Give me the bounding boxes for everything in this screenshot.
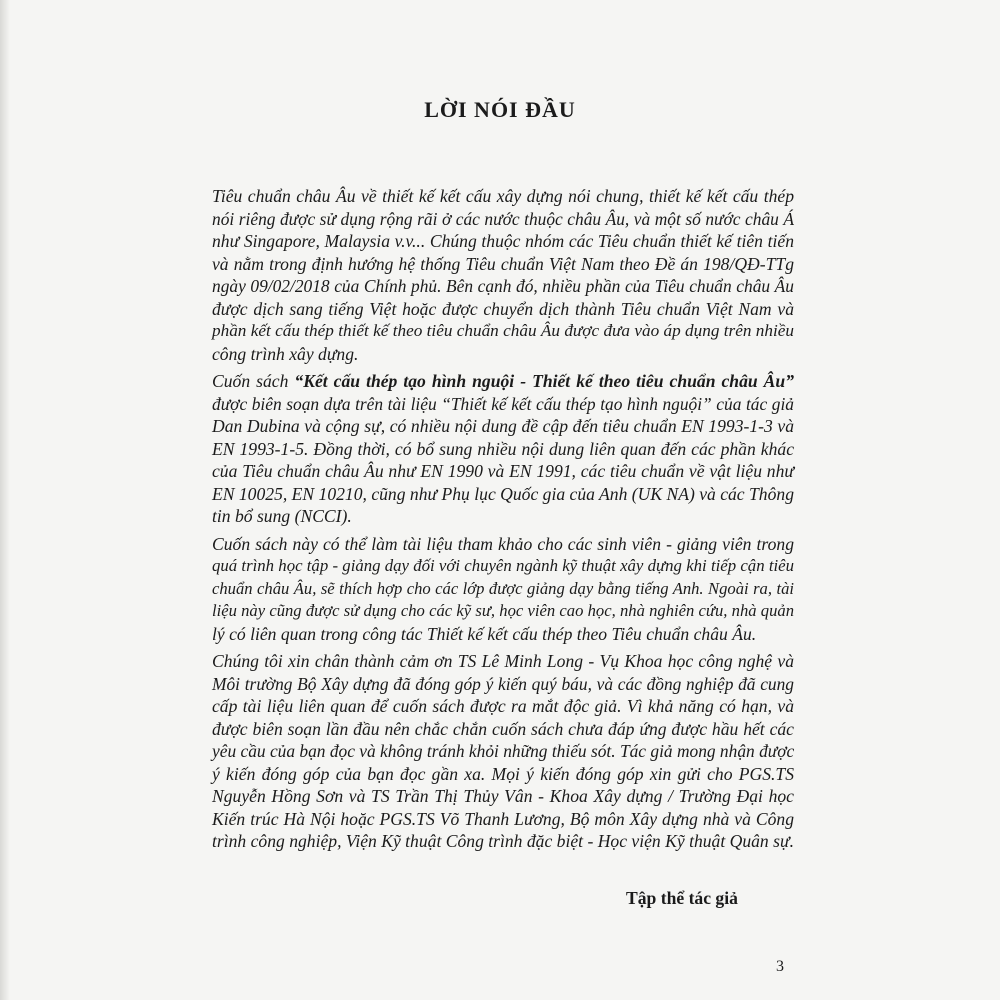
text-line: Kiến trúc Hà Nội hoặc PGS.TS Võ Thanh Lương, Bộ môn Xây dựng nhà và Công (212, 808, 794, 829)
text-line: EN 1993-1-5. Đồng thời, có bổ sung nhiều nội dung liên quan đến các phần khác (212, 438, 794, 459)
text-line: lý có liên quan trong công tác Thiết kế kết cấu thép theo Tiêu chuẩn châu Âu. (212, 623, 757, 644)
text-line: chuẩn châu Âu, sẽ thích hợp cho các lớp được giảng dạy bằng tiếng Anh. Ngoài ra, tài (212, 578, 794, 598)
text-line: nói riêng được sử dụng rộng rãi ở các nước thuộc châu Âu, và một số nước châu Á (212, 208, 794, 229)
text-line: yêu cầu của bạn đọc và không tránh khỏi những thiếu sót. Tác giả mong nhận được (212, 741, 795, 761)
text-line: trình công nghiệp, Viện Kỹ thuật Công trình đặc biệt - Học viện Kỹ thuật Quân sự. (212, 831, 794, 851)
text-line: phần kết cấu thép thiết kế theo tiêu chuẩn châu Âu được đưa vào áp dụng trên nhiều (212, 321, 794, 340)
page-title: LỜI NÓI ĐẦU (424, 97, 576, 122)
text-line: quá trình học tập - giảng dạy đối với chuyên ngành kỹ thuật xây dựng khi tiếp cận tiêu (212, 556, 794, 575)
paragraph-lead: Cuốn sách (212, 371, 295, 391)
text-line: EN 10025, EN 10210, cũng như Phụ lục Quốc gia của Anh (UK NA) và các Thông (212, 483, 794, 504)
author-signature: Tập thể tác giả (626, 888, 738, 908)
text-line: Cuốn sách này có thể làm tài liệu tham khảo cho các sinh viên - giảng viên trong (212, 533, 794, 554)
text-line-with-book-title (212, 370, 794, 393)
text-line: được dịch sang tiếng Việt hoặc được chuyển dịch thành Tiêu chuẩn Việt Nam và (212, 298, 794, 319)
text-line: ý kiến đóng góp của bạn đọc gần xa. Mọi ý kiến đóng góp xin gửi cho PGS.TS (212, 763, 794, 784)
text-line: liệu này cũng được sử dụng cho các kỹ sư, học viên cao học, nhà nghiên cứu, nhà quản (212, 601, 794, 620)
paragraph-1 (212, 185, 794, 365)
text-line: công trình xây dựng. (212, 343, 359, 364)
page-edge-shadow (0, 0, 10, 1000)
text-line: Nguyễn Hồng Sơn và TS Trần Thị Thủy Vân - Khoa Xây dựng / Trường Đại học (212, 786, 794, 806)
paragraph-4 (212, 650, 794, 853)
text-line: Môi trường Bộ Xây dựng đã đóng góp ý kiến quý báu, và các đồng nghiệp đã cung (212, 673, 794, 694)
text-line: được biên soạn dựa trên tài liệu “Thiết kế kết cấu thép tạo hình nguội” của tác giả (212, 393, 794, 414)
text-line: ngày 09/02/2018 của Chính phủ. Bên cạnh đó, nhiều phần của Tiêu chuẩn châu Âu (212, 276, 794, 296)
paragraph-2 (212, 370, 794, 528)
book-title: “Kết cấu thép tạo hình nguội - Thiết kế theo tiêu chuẩn châu Âu” (294, 371, 795, 391)
text-line: Tiêu chuẩn châu Âu về thiết kế kết cấu xây dựng nói chung, thiết kế kết cấu thép (212, 186, 794, 206)
page-number: 3 (776, 958, 784, 975)
text-line: như Singapore, Malaysia v.v... Chúng thuộc nhóm các Tiêu chuẩn thiết kế tiên tiến (212, 231, 794, 251)
preface-body (212, 185, 794, 858)
text-line: Chúng tôi xin chân thành cảm ơn TS Lê Minh Long - Vụ Khoa học công nghệ và (212, 651, 794, 671)
paragraph-3 (212, 533, 794, 646)
text-line: tin bổ sung (NCCI). (212, 506, 352, 526)
text-line: cấp tài liệu liên quan để cuốn sách được ra mắt độc giả. Vì khả năng có hạn, và (212, 696, 794, 716)
text-line: của Tiêu chuẩn châu Âu như EN 1990 và EN 1991, các tiêu chuẩn về vật liệu như (212, 461, 794, 481)
text-line: được biên soạn lần đầu nên chắc chắn cuốn sách chưa đáp ứng được hầu hết các (212, 718, 794, 739)
text-line: và nằm trong định hướng hệ thống Tiêu chuẩn Việt Nam theo Đề án 198/QĐ-TTg (212, 253, 794, 274)
text-line: Dan Dubina và cộng sự, có nhiều nội dung đề cập đến tiêu chuẩn EN 1993-1-3 và (212, 416, 794, 436)
